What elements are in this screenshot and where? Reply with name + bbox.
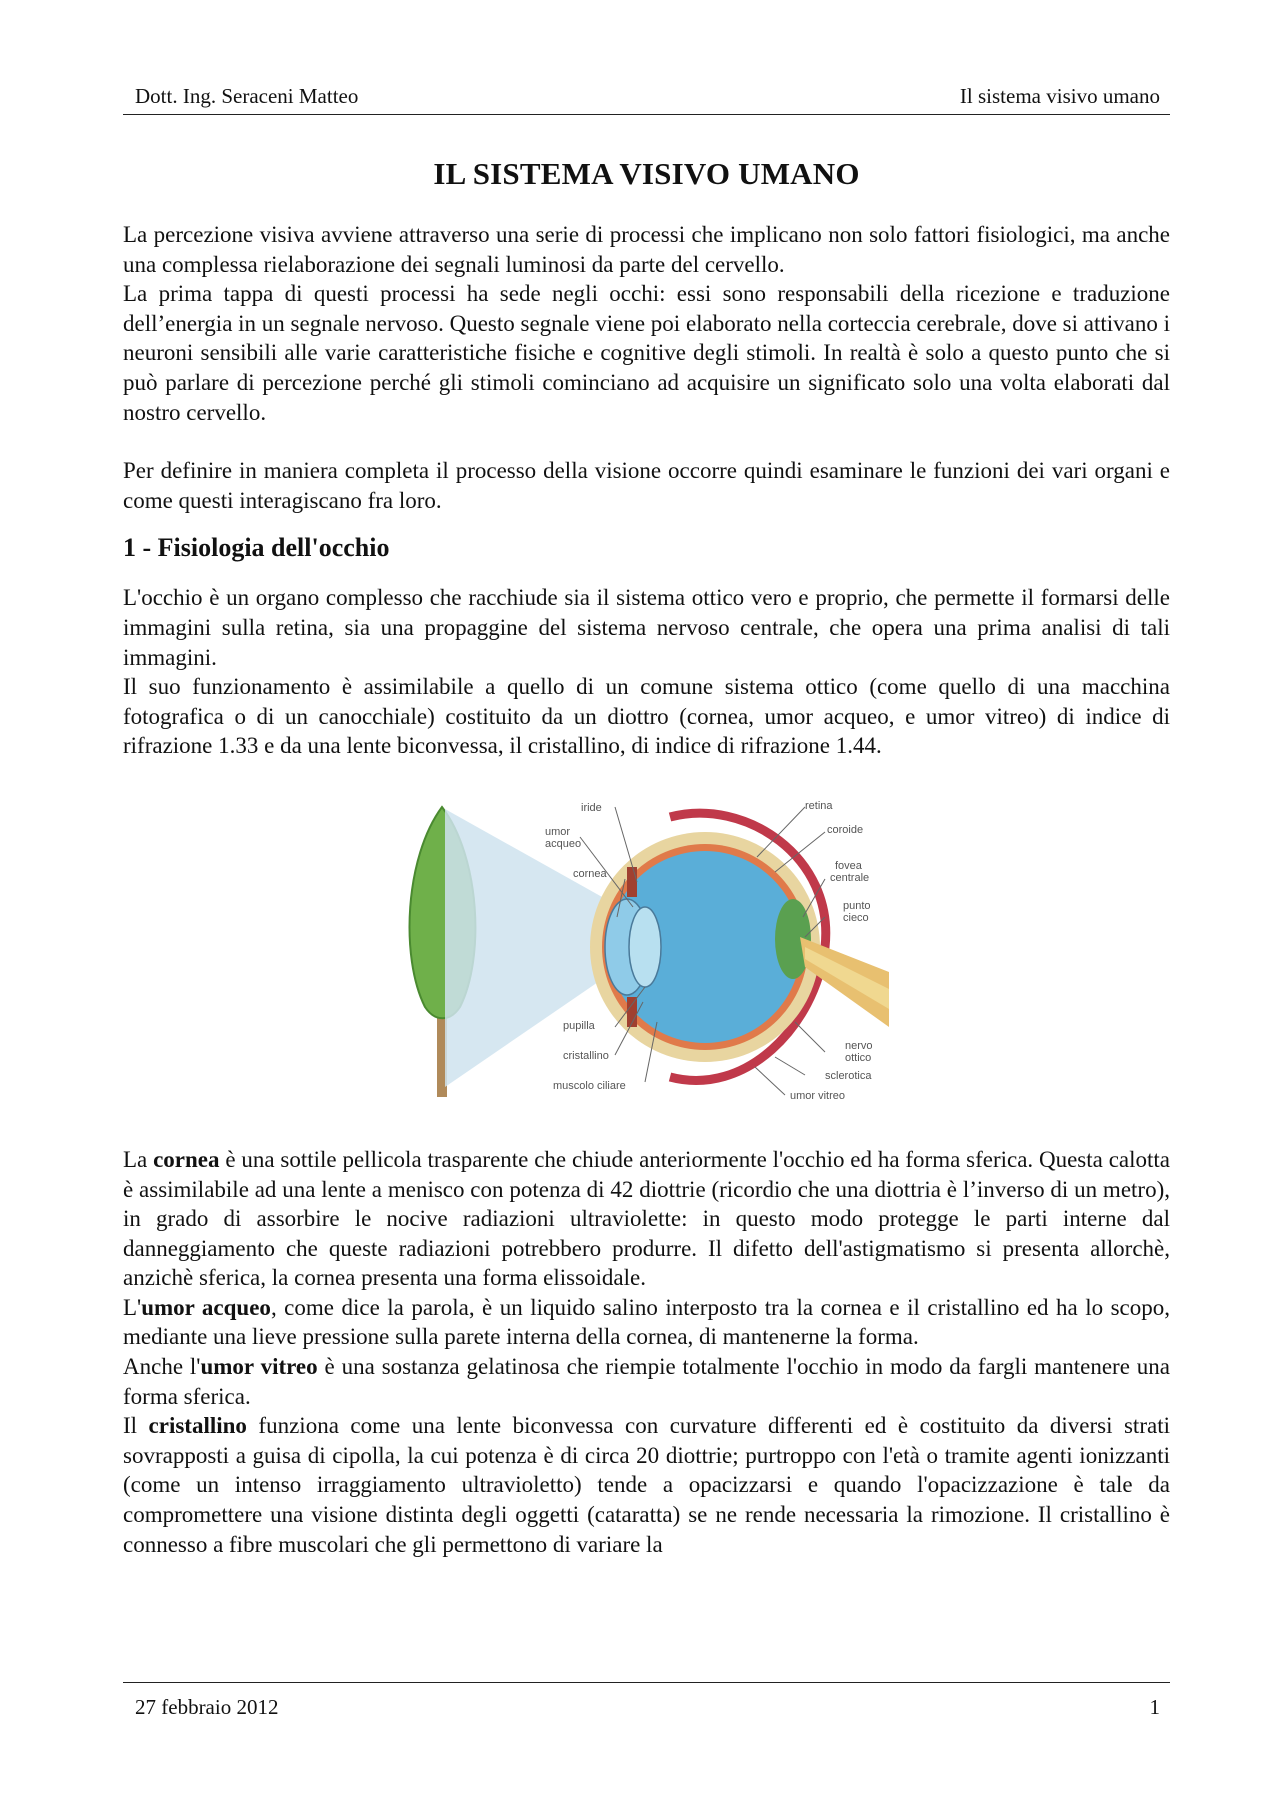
section-paragraph-1: L'occhio è un organo complesso che racchiude sia il sistema ottico vero e proprio, che permette il formarsi delle immagini sulla retina, sia una propaggine del sistema nervoso centrale, che opera una prima analisi di tali immagini. (123, 585, 1170, 670)
label-cristallino: cristallino (562, 1049, 609, 1062)
label-fovea-1: fovea (834, 859, 862, 872)
umor-vitreo-paragraph (123, 1352, 1170, 1411)
label-retina: retina (804, 799, 833, 812)
intro-paragraph-2: La prima tappa di questi processi ha sede negli occhi: essi sono responsabili della ricezione e traduzione dell’energia in un segnale nervoso. Questo segnale viene poi elaborato nella corteccia cerebrale, dove si attivano i neuroni sensibili alle varie caratteristiche fisiche e cognitive degli stimoli. In realtà è solo a questo punto che si può parlare di percezione perché gli stimoli cominciano ad acquisire un significato solo una volta elaborati dal nostro cervello. (123, 281, 1170, 425)
page-header (123, 84, 1170, 115)
header-doc-title: Il sistema visivo umano (959, 84, 1160, 108)
label-umor-acqueo-1: umor (544, 825, 570, 838)
umor-acqueo-paragraph (123, 1293, 1170, 1352)
intro-paragraph-1: La percezione visiva avviene attraverso una serie di processi che implicano non solo fattori fisiologici, ma anche una complessa rielaborazione dei segnali luminosi da parte del cervello. (123, 222, 1170, 277)
label-coroide: coroide (826, 823, 863, 836)
label-sclerotica: sclerotica (824, 1069, 871, 1082)
label-pupilla: pupilla (562, 1019, 595, 1032)
eye-diagram (405, 797, 889, 1105)
eye-diagram-svg (405, 797, 889, 1105)
label-muscolo-ciliare: muscolo ciliare (552, 1079, 626, 1092)
label-iride: iride (580, 801, 602, 814)
cristallino-term: cristallino (148, 1413, 247, 1439)
cristallino-text: funziona come una lente biconvessa con curvature differenti ed è costituito da diversi strati sovrapposti a guisa di cipolla, la cui potenza è di circa 20 diottrie; purtroppo con l'età o tramite agenti ionizzanti (come un intenso irraggiamento ultravioletto) tende a opacizzarsi e quando l'opacizzazione è tale da compromettere una visione distinta degli oggetti (cataratta) se ne rende necessaria la rimozione. Il cristallino è connesso a fibre muscolari che gli permettono di variare la (123, 1413, 1170, 1557)
label-umor-acqueo-2: acqueo (544, 837, 581, 850)
section-heading: 1 - Fisiologia dell'occhio (123, 533, 390, 563)
cornea-term: cornea (153, 1146, 220, 1172)
label-punto-1: punto (842, 899, 871, 912)
cristallino-pre: Il (123, 1413, 149, 1439)
label-nervo-2: ottico (844, 1051, 871, 1064)
cornea-pre: La (123, 1146, 154, 1172)
cornea-text: è una sottile pellicola trasparente che chiude anteriormente l'occhio ed ha forma sferica. Questa calotta è assimilabile ad una lente a menisco con potenza di 42 diottrie (ricordio che una diottria è l’inverso di un metro), in grado di assorbire le nocive radiazioni ultraviolette: in questo modo protegge le parti interne dal danneggiamento che queste radiazioni potrebbero produrre. Il difetto dell'astigmatismo si presenta allorchè, anzichè sferica, la cornea presenta una forma elissoidale. (123, 1146, 1170, 1291)
label-punto-2: cieco (842, 911, 869, 924)
cornea-paragraph (123, 1145, 1170, 1293)
label-cornea: cornea (572, 867, 607, 880)
umor-acqueo-pre: L' (123, 1294, 142, 1320)
section-paragraph-2: Il suo funzionamento è assimilabile a quello di un comune sistema ottico (come quello di una macchina fotografica o di un canocchiale) costituito da un diottro (cornea, umor acqueo, e umor vitreo) di indice di rifrazione 1.33 e da una lente biconvessa, il cristallino, di indice di rifrazione 1.44. (123, 674, 1170, 759)
page-title: IL SISTEMA VISIVO UMANO (433, 156, 860, 191)
label-nervo-1: nervo (844, 1039, 873, 1052)
label-umor-vitreo: umor vitreo (789, 1089, 845, 1102)
page-content (123, 150, 1170, 1559)
cristallino-paragraph (123, 1411, 1170, 1559)
page-footer (123, 1682, 1170, 1719)
umor-acqueo-term: umor acqueo (141, 1294, 271, 1320)
umor-vitreo-term: umor vitreo (200, 1354, 318, 1380)
umor-vitreo-text: è una sostanza gelatinosa che riempie totalmente l'occhio in modo da fargli mantenere una forma sferica. (123, 1354, 1171, 1409)
page-number: 1 (1149, 1695, 1160, 1719)
footer-date: 27 febbraio 2012 (135, 1695, 279, 1719)
header-author: Dott. Ing. Seraceni Matteo (135, 84, 359, 108)
intro-paragraph-3: Per definire in maniera completa il processo della visione occorre quindi esaminare le funzioni dei vari organi e come questi interagiscano fra loro. (123, 458, 1170, 513)
umor-vitreo-pre: Anche l' (123, 1354, 201, 1380)
label-fovea-2: centrale (829, 871, 869, 884)
umor-acqueo-text: , come dice la parola, è un liquido salino interposto tra la cornea e il cristallino ed ha lo scopo, mediante una lieve pressione sulla parete interna della cornea, di mantenerne la forma. (123, 1294, 1170, 1350)
